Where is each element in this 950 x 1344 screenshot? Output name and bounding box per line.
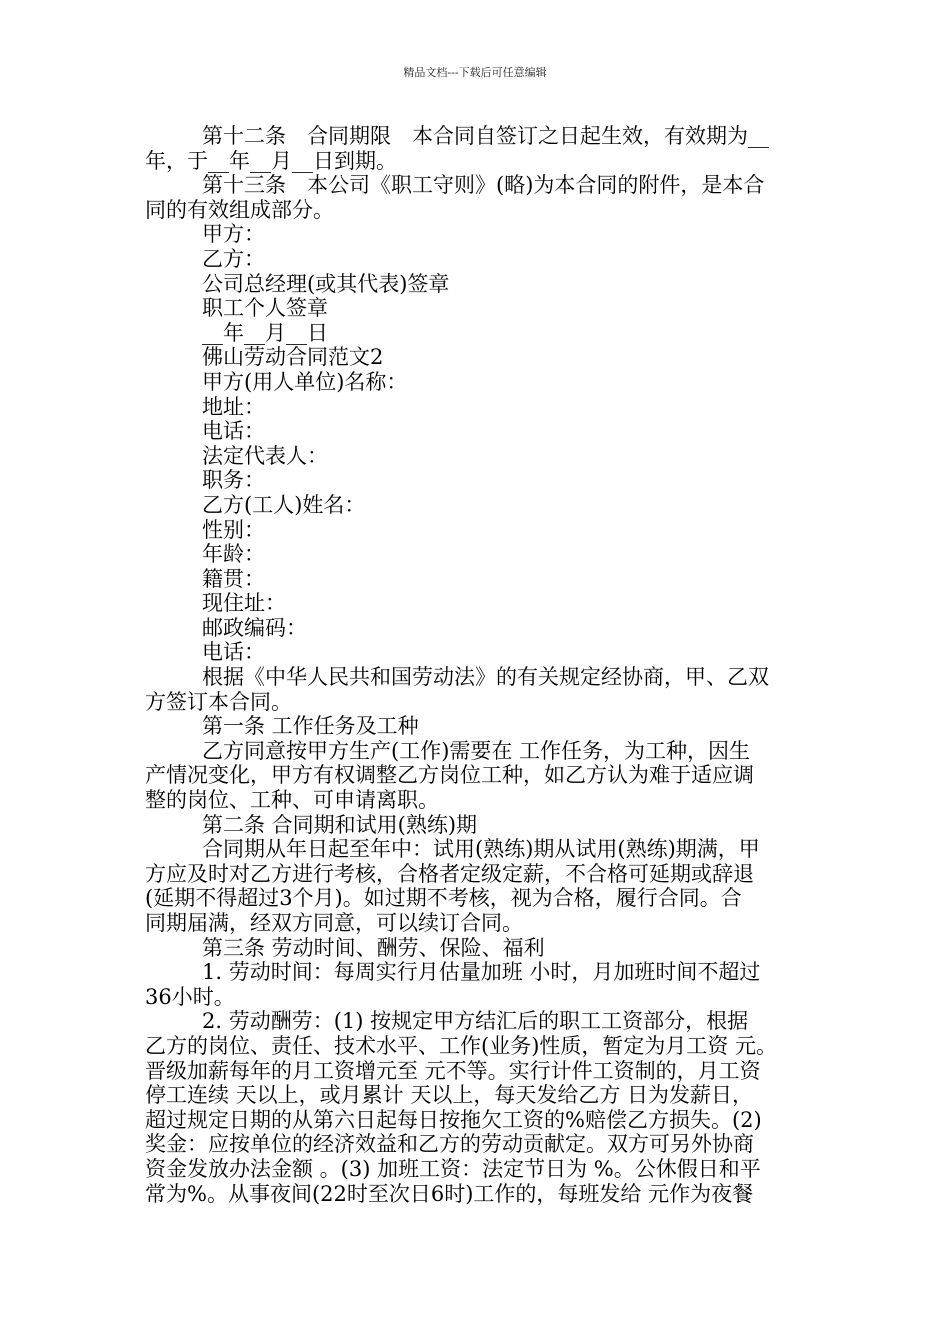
text-line: 法定代表人： — [202, 443, 328, 468]
text-line: 籍贯： — [202, 566, 265, 591]
text-line: 电话： — [202, 640, 265, 665]
text-line: 晋级加薪每年的月工资增元至 元不等。实行计件工资制的，月工资 — [145, 1058, 761, 1083]
text-line: 产情况变化，甲方有权调整乙方岗位工种，如乙方认为难于适应调 — [145, 763, 754, 788]
text-line: 资金发放办法金额 。(3) 加班工资：法定节日为 %。公休假日和平 — [145, 1156, 761, 1181]
page-header: 精品文档---下载后可任意编辑 — [403, 66, 547, 79]
text-line: 第三条 劳动时间、酬劳、保险、福利 — [202, 935, 545, 960]
text-line: 邮政编码： — [202, 615, 307, 640]
text-line: 公司总经理(或其代表)签章 — [202, 271, 450, 296]
text-line: 停工连续 天以上，或月累计 天以上，每天发给乙方 日为发薪日， — [145, 1083, 754, 1108]
text-line: 奖金：应按单位的经济效益和乙方的劳动贡献定。双方可另外协商 — [145, 1132, 754, 1157]
text-line: 甲方： — [202, 222, 265, 247]
text-line: 方应及时对乙方进行考核，合格者定级定薪，不合格可延期或辞退 — [145, 861, 754, 886]
text-line: 甲方(用人单位)名称： — [202, 369, 408, 394]
text-line: 现住址： — [202, 591, 286, 616]
text-line: 同的有效组成部分。 — [145, 197, 334, 222]
text-line: 乙方的岗位、责任、技术水平、工作(业务)性质，暂定为月工资 元。 — [145, 1033, 778, 1058]
text-line: 年龄： — [202, 542, 265, 567]
text-line: 2. 劳动酬劳：(1) 按规定甲方结汇后的职工工资部分，根据 — [202, 1009, 749, 1034]
text-line: __年__月__日 — [202, 320, 328, 345]
text-line: 整的岗位、工种、可申请离职。 — [145, 788, 439, 813]
text-line: 职务： — [202, 468, 265, 493]
text-line: 第十三条 本公司《职工守则》(略)为本合同的附件，是本合 — [202, 173, 765, 198]
text-line: 第二条 合同期和试用(熟练)期 — [202, 812, 478, 837]
text-line: 方签订本合同。 — [145, 689, 292, 714]
text-line: 乙方同意按甲方生产(工作)需要在 工作任务，为工种，因生 — [202, 738, 751, 763]
text-line: 合同期从年日起至年中：试用(熟练)期从试用(熟练)期满，甲 — [202, 837, 760, 862]
text-line: 第一条 工作任务及工种 — [202, 714, 419, 739]
text-line: 地址： — [202, 394, 265, 419]
text-line: 佛山劳动合同范文2 — [202, 345, 384, 370]
text-line: 根据《中华人民共和国劳动法》的有关规定经协商，甲、乙双 — [202, 665, 769, 690]
text-line: 第十二条 合同期限 本合同自签订之日起生效，有效期为__ — [202, 124, 769, 148]
text-line: 36小时。 — [145, 984, 235, 1009]
text-line: 乙方： — [202, 246, 265, 271]
text-line: 职工个人签章 — [202, 296, 328, 321]
document-body — [145, 124, 810, 1206]
text-line: 电话： — [202, 419, 265, 444]
text-line: 性别： — [202, 517, 265, 542]
text-line: (延期不得超过3个月)。如过期不考核，视为合格，履行合同。合 — [145, 886, 742, 911]
text-line: 1. 劳动时间：每周实行月估量加班 小时，月加班时间不超过 — [202, 960, 761, 985]
text-line: 乙方(工人)姓名： — [202, 492, 366, 517]
text-line: 超过规定日期的从第六日起每日按拖欠工资的%赔偿乙方损失。(2) — [145, 1107, 762, 1132]
text-line: 年，于__年__月__日到期。 — [145, 148, 397, 173]
text-line: 同期届满，经双方同意，可以续订合同。 — [145, 911, 523, 935]
text-line: 常为%。从事夜间(22时至次日6时)工作的，每班发给 元作为夜餐 — [145, 1181, 754, 1206]
